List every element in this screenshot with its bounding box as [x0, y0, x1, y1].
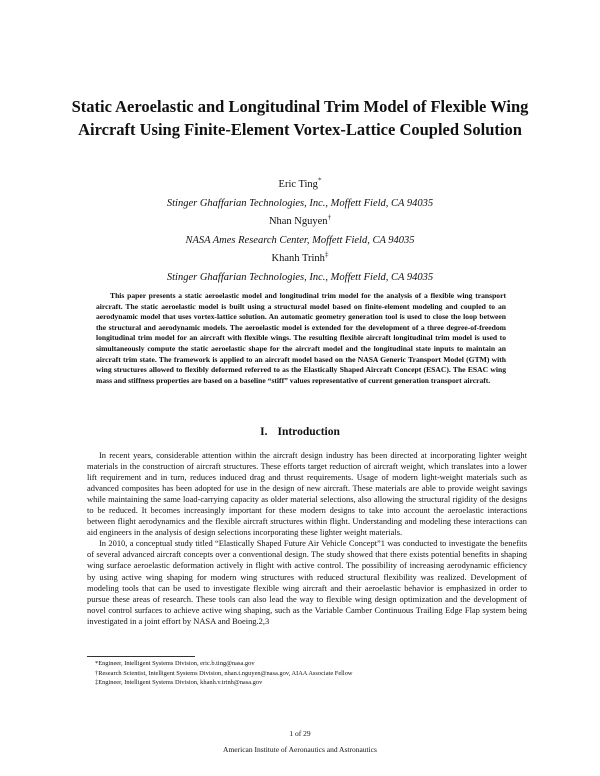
- section-heading: [60, 426, 540, 438]
- footnote: *Engineer, Intelligent Systems Division, eric.b.ting@nasa.gov: [95, 660, 255, 667]
- footnote: †Research Scientist, Intelligent Systems Division, nhan.t.nguyen@nasa.gov, AIAA Associate Fellow: [95, 669, 353, 677]
- paragraph: In 2010, a conceptual study titled “Elastically Shaped Future Air Vehicle Concept”1 was conducted to investigate the benefits of several advanced aircraft concepts over a conventional design. The study showed that there exists potential benefits in shaping wing surface aeroelastic deformation actively in flight with active control. The possibility of increasing aerodynamic efficiency by using active wing shaping for modern wing structures with reduced structural flexibility was realized. Development of modeling tools that can be used to investigate flexible wing aircraft and their aeroelastic behavior is emphasized in order to pursue these areas of research. These tools can also lead the way to flexible wing design optimization and the development of novel control surfaces to achieve active wing shaping, such as the Variable Camber Continuous Trailing Edge Flap system being investigated in a joint effort by NASA and Boeing.2,3: [87, 538, 527, 626]
- author-affiliation: Stinger Ghaffarian Technologies, Inc., Moffett Field, CA 94035: [166, 271, 434, 283]
- organization-footer: American Institute of Aeronautics and Astronautics: [223, 745, 377, 754]
- author-name: Nhan Nguyen†: [268, 213, 332, 227]
- author-name: Khanh Trinh‡: [271, 250, 329, 264]
- author-name: Eric Ting*: [278, 176, 322, 190]
- footnote-rule: [87, 656, 195, 657]
- abstract: This paper presents a static aeroelastic model and longitudinal trim model for the analysis of a flexible wing transport aircraft. The static aeroelastic model is built using a structural model based on finite-element modeling and coupled to an aerodynamic model that uses vortex-lattice solution. An automatic geometry generation tool is used to close the loop between the structural and aerodynamic models. The aeroelastic model is extended for the development of a three degree-of-freedom longitudinal trim model for an aircraft with flexible wings. The resulting flexible aircraft longitudinal trim model is used to simultaneously compute the static aeroelastic shape for the aircraft model and the longitudinal state inputs to maintain an aircraft trim state. The framework is applied to an aircraft model based on the NASA Generic Transport Model (GTM) with wing structures allowed to flexibly deformed referred to as the Elastically Shaped Aircraft Concept (ESAC). The ESAC wing mass and stiffness properties are based on a baseline “stiff” values representative of current generation transport aircraft.: [96, 291, 506, 385]
- section-number: I.: [260, 426, 268, 438]
- author-block: [60, 176, 540, 287]
- paper-title: Static Aeroelastic and Longitudinal Trim Model of Flexible Wing Aircraft Using Finite-Element Vortex-Lattice Coupled Solution: [71, 97, 529, 139]
- footnotes: [87, 659, 527, 688]
- author-affiliation: NASA Ames Research Center, Moffett Field, CA 94035: [185, 234, 415, 246]
- paragraph: In recent years, considerable attention within the aircraft design industry has been directed at incorporating lighter weight materials in the construction of aircraft structures. These efforts target reduction of aircraft weight, which translates into a lower lift requirement and in turn, reduces induced drag and thrust requirements. Usage of modern light-weight materials such as advanced composites has been adopted for use in the design of new aircraft. These materials are able to provide weight savings while maintaining the same load-carrying capacity as older material selections, also allowing the structural rigidity of the designs to be reduced. It becomes increasingly important for these modern designs to take into account the aeroelastic interactions between flight aerodynamics and the flexible aircraft structures within flight. Understanding and modeling these interactions can aid engineers in the analysis of design selections incorporating these lighter weight materials.: [87, 450, 527, 538]
- author-affiliation: Stinger Ghaffarian Technologies, Inc., Moffett Field, CA 94035: [166, 197, 434, 209]
- body-text: [87, 450, 527, 627]
- page-number: 1 of 29: [289, 729, 311, 738]
- footnote: ‡Engineer, Intelligent Systems Division, khanh.v.trinh@nasa.gov: [95, 679, 263, 687]
- section-title: Introduction: [277, 426, 340, 438]
